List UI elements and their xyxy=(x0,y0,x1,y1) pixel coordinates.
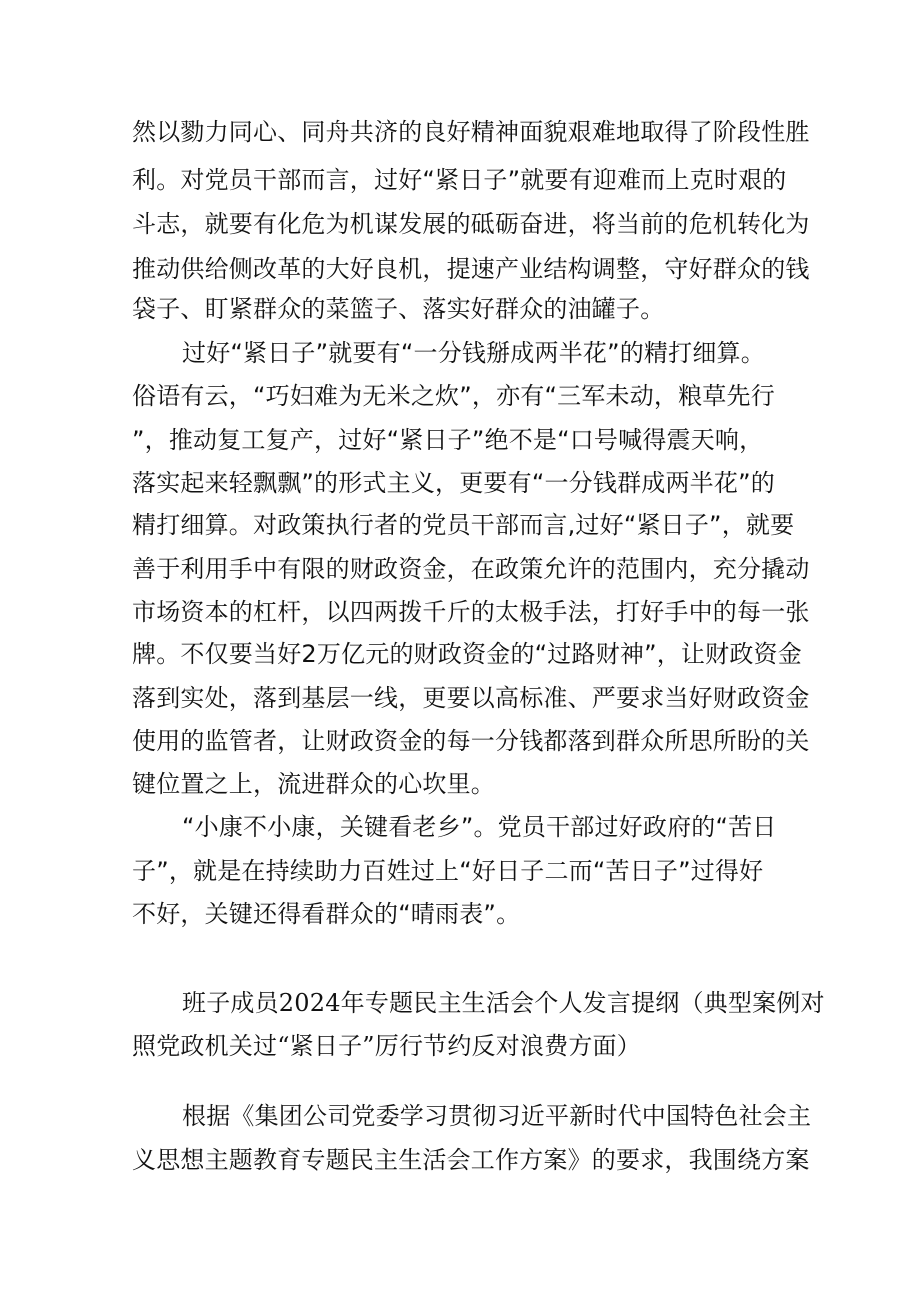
paragraph-3-line-1: “小康不小康，关键看老乡”。党员干部过好政府的“苦日 xyxy=(182,813,777,841)
paragraph-2-line-4: 落实起来轻飘飘”的形式主义，更要有“一分钱群成两半花”的 xyxy=(132,469,775,497)
paragraph-2-line-11: 键位置之上，流进群众的心坎里。 xyxy=(132,770,495,798)
paragraph-2-line-10: 使用的监管者，让财政资金的每一分钱都落到群众所思所盼的关 xyxy=(132,727,810,755)
paragraph-1-line-3: 斗志，就要有化危为机谋发展的砥砺奋进，将当前的危机转化为 xyxy=(132,210,810,238)
paragraph-1-line-2: 利。对党员干部而言，过好“紧日子”就要有迎难而上克时艰的 xyxy=(132,166,787,194)
section-title-line-1: 班子成员2024年专题民主生活会个人发言提纲（典型案例对 xyxy=(182,989,825,1017)
paragraph-5-line-1: 根据《集团公司党委学习贯彻习近平新时代中国特色社会主 xyxy=(182,1102,812,1130)
paragraph-2-line-9: 落到实处，落到基层一线，更要以高标准、严要求当好财政资金 xyxy=(132,684,810,712)
paragraph-2-line-3: ”，推动复工复产，过好“紧日子”绝不是“口号喊得震天响， xyxy=(132,426,764,454)
paragraph-2-line-2: 俗语有云，“巧妇难为无米之炊”，亦有“三军未动，粮草先行 xyxy=(132,382,775,410)
paragraph-3-line-2: 子”，就是在持续助力百姓过上“好日子二而“苦日子”过得好 xyxy=(132,857,764,885)
paragraph-2-line-5: 精打细算。对政策执行者的党员干部而言,过好“紧日子”，就要 xyxy=(132,511,795,539)
section-title-line-2: 照党政机关过“紧日子”厉行节约反对浪费方面） xyxy=(132,1032,641,1060)
paragraph-1-line-1: 然以勠力同心、同舟共济的良好精神面貌艰难地取得了阶段性胜 xyxy=(132,118,810,146)
paragraph-5-line-2: 义思想主题教育专题民主生活会工作方案》的要求，我围绕方案 xyxy=(132,1146,810,1174)
paragraph-3-line-3: 不好，关键还得看群众的“晴雨表”。 xyxy=(132,900,521,928)
paragraph-2-line-1: 过好“紧日子”就要有“一分钱掰成两半花”的精打细算。 xyxy=(182,339,765,367)
paragraph-1-line-5: 袋子、盯紧群众的菜篮子、落实好群众的油罐子。 xyxy=(132,295,665,323)
paragraph-1-line-4: 推动供给侧改革的大好良机，提速产业结构调整，守好群众的钱 xyxy=(132,255,810,283)
paragraph-2-line-7: 市场资本的杠杆，以四两拨千斤的太极手法，打好手中的每一张 xyxy=(132,598,810,626)
paragraph-2-line-8: 牌。不仅要当好2万亿元的财政资金的“过路财神”，让财政资金 xyxy=(132,640,802,668)
paragraph-2-line-6: 善于利用手中有限的财政资金，在政策允许的范围内，充分撬动 xyxy=(132,555,810,583)
